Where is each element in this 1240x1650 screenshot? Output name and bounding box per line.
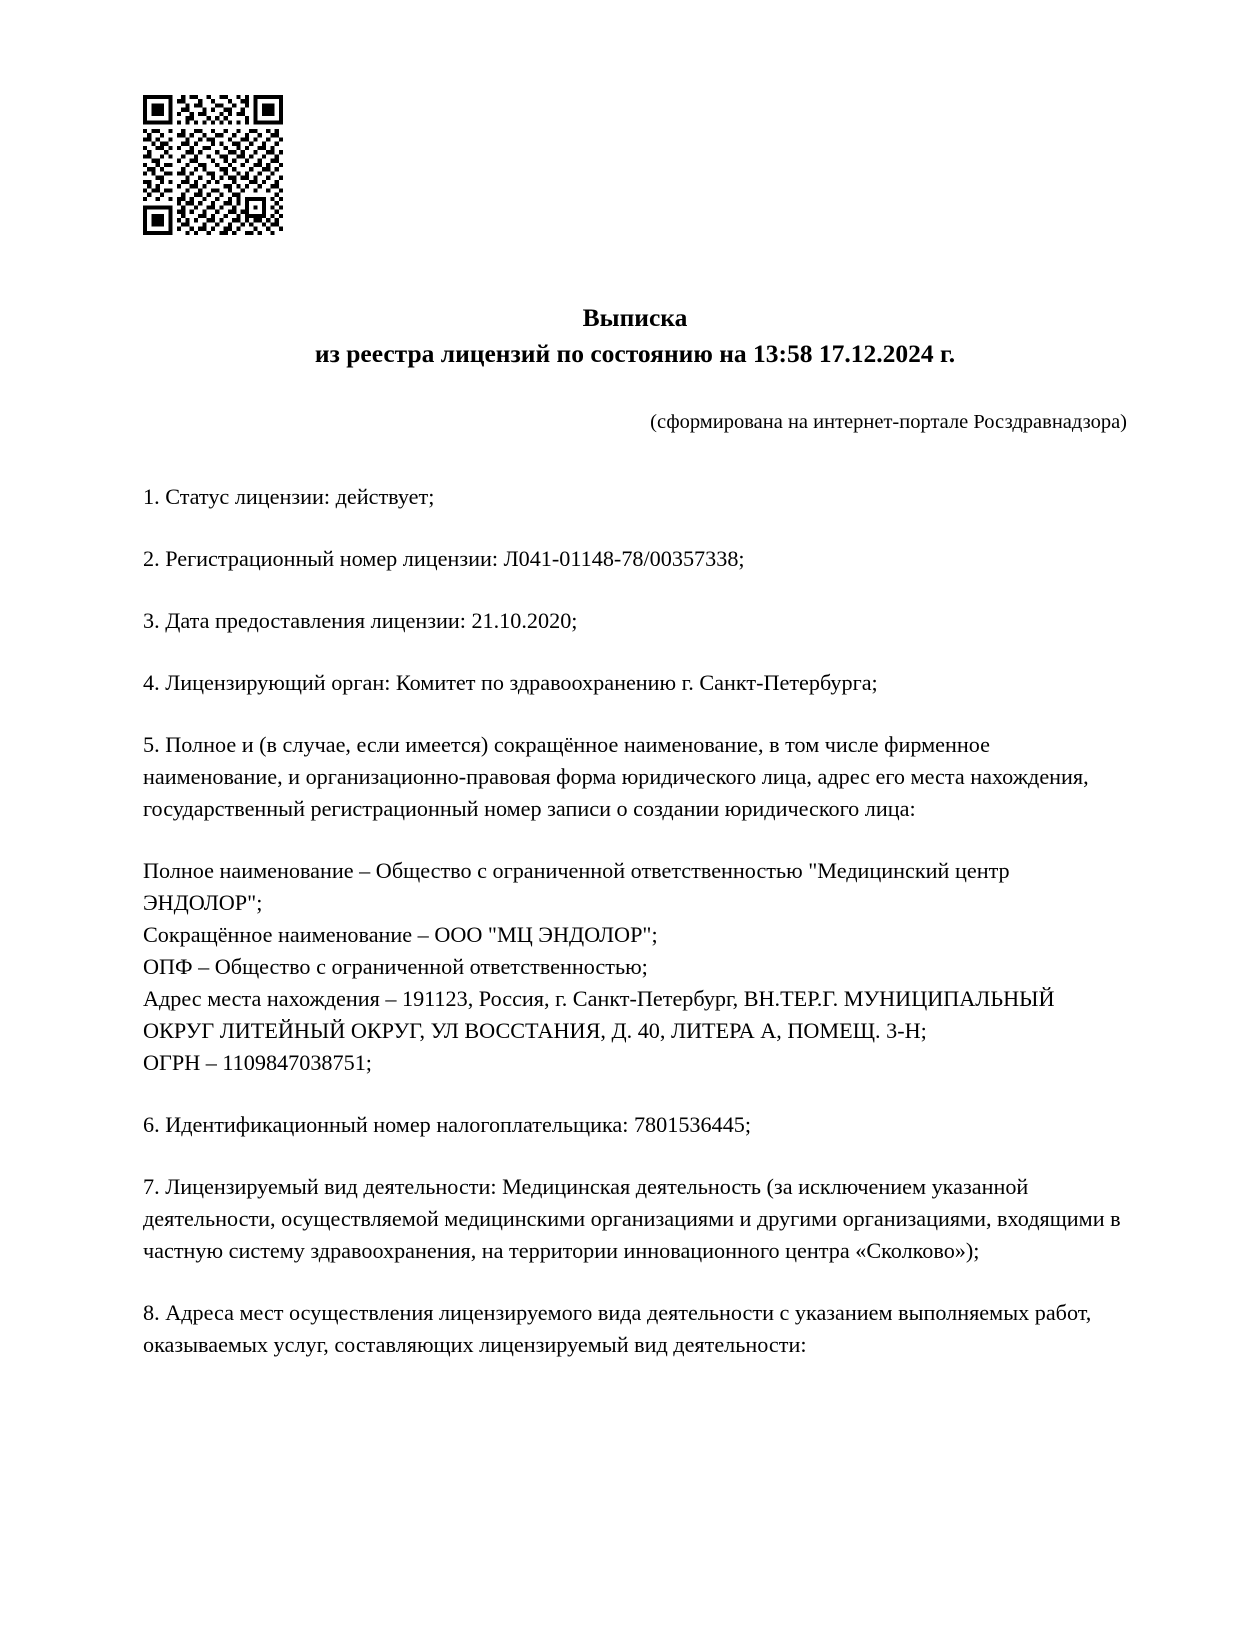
entity-details [143,855,1127,1079]
entity-ogrn: ОГРН – 1109847038751; [143,1049,372,1075]
document-content [143,300,1127,1360]
item-licensed-activity: 7. Лицензируемый вид деятельности: Медицинская деятельность (за исключением указанной деятельности, осуществляемой медицинскими организациями и другими организациями, входящими в частную систему здравоохранения, на территории инновационного центра «Сколково»); [143,1173,1121,1263]
qr-code-icon [143,95,283,235]
title-line-2: из реестра лицензий по состоянию на 13:58 17.12.2024 г. [314,339,956,369]
item-licensing-authority: 4. Лицензирующий орган: Комитет по здравоохранению г. Санкт-Петербурга; [143,670,878,695]
subtitle: (сформирована на интернет-портале Росздравнадзора) [650,411,1127,434]
item-entity-names-heading: 5. Полное и (в случае, если имеется) сокращённое наименование, в том числе фирменное наименование, и организационно-правовая форма юридического лица, адрес его места нахождения, государственный регистрационный номер записи о создании юридического лица: [143,731,1089,821]
item-activity-addresses: 8. Адреса мест осуществления лицензируемого вида деятельности с указанием выполняемых работ, оказываемых услуг, составляющих лицензируемый вид деятельности: [143,1299,1092,1357]
entity-legal-form: ОПФ – Общество с ограниченной ответственностью; [143,953,648,979]
item-inn: 6. Идентификационный номер налогоплательщика: 7801536445; [143,1111,752,1137]
entity-address: Адрес места нахождения – 191123, Россия, г. Санкт-Петербург, ВН.ТЕР.Г. МУНИЦИПАЛЬНЫЙ ОКРУГ ЛИТЕЙНЫЙ ОКРУГ, УЛ ВОССТАНИЯ, Д. 40, ЛИТЕРА А, ПОМЕЩ. 3-Н; [143,985,1055,1043]
item-registration-number: 2. Регистрационный номер лицензии: Л041-01148-78/00357338; [143,546,745,572]
title-line-1: Выписка [582,303,688,332]
document-body [143,481,1127,1360]
entity-short-name: Сокращённое наименование – ООО "МЦ ЭНДОЛОР"; [143,921,658,947]
page-title [143,300,1127,372]
entity-full-name: Полное наименование – Общество с ограниченной ответственностью "Медицинский центр ЭНДОЛОР"; [143,857,1010,915]
item-status: 1. Статус лицензии: действует; [143,484,435,510]
item-issue-date: 3. Дата предоставления лицензии: 21.10.2020; [143,608,578,634]
